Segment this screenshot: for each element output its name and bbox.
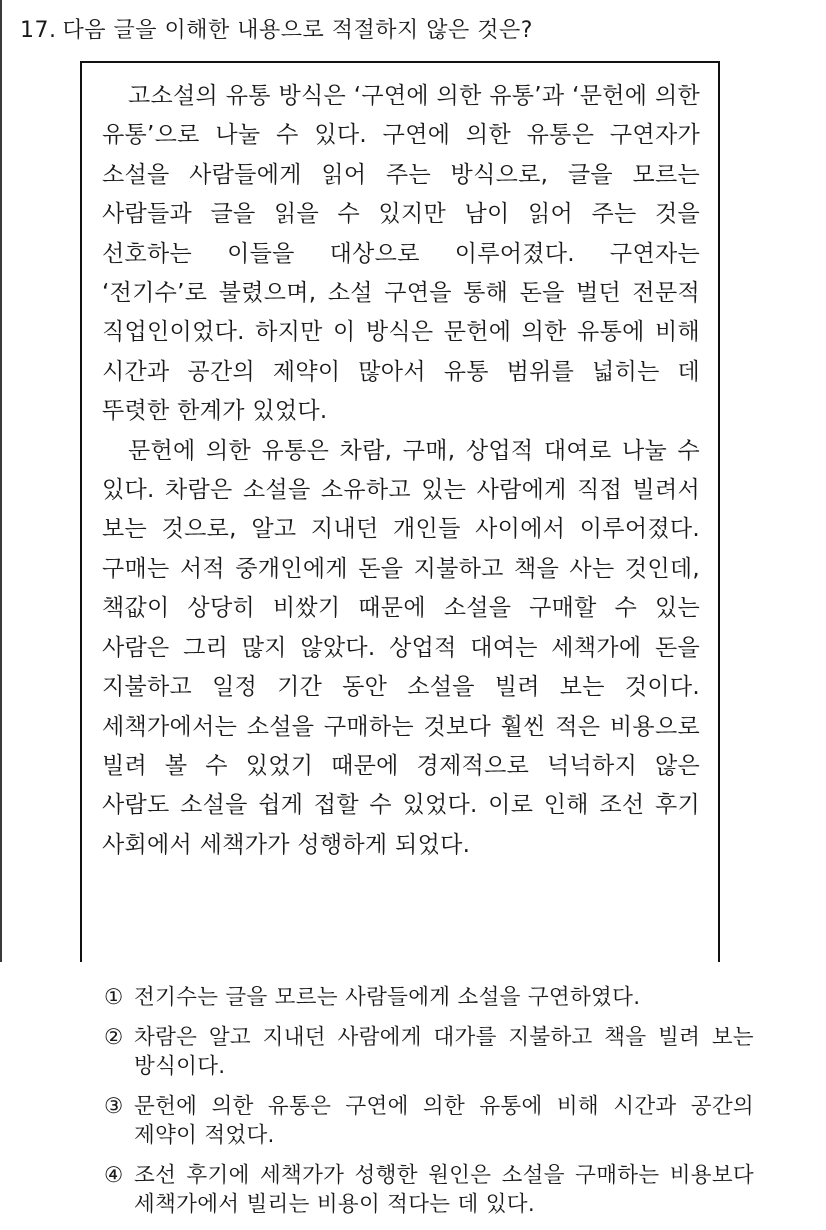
- passage-paragraph-1: 고소설의 유통 방식은 ‘구연에 의한 유통’과 ‘문헌에 의한 유통’으로 나눌 수 있다. 구연에 의한 유통은 구연자가 소설을 사람들에게 읽어 주는 방식으로, 글을 모르는 사람들과 글을 읽을 수 있지만 남이 읽어 주는 것을 선호하는 이들을 대상으로 이루어졌다. 구연자는 ‘전기수’로 불렸으며, 소설 구연을 통해 돈을 벌던 전문적 직업인이었다. 하지만 이 방식은 문헌에 의한 유통에 비해 시간과 공간의 제약이 많아서 유통 범위를 넓히는 데 뚜렷한 한계가 있었다.: [102, 83, 700, 425]
- passage-paragraph-2: 문헌에 의한 유통은 차람, 구매, 상업적 대여로 나눌 수 있다. 차람은 소설을 소유하고 있는 사람에게 직접 빌려서 보는 것으로, 알고 지내던 개인들 사이에서 이루어졌다. 구매는 서적 중개인에게 돈을 지불하고 책을 사는 것인데, 책값이 상당히 비쌌기 때문에 소설을 구매할 수 있는 사람은 그리 많지 않았다. 상업적 대여는 세책가에 돈을 지불하고 일정 기간 동안 소설을 빌려 보는 것이다. 세책가에서는 소설을 구매하는 것보다 훨씬 적은 비용으로 빌려 볼 수 있었기 때문에 경제적으로 넉넉하지 않은 사람도 소설을 쉽게 접할 수 있었다. 이로 인해 조선 후기 사회에서 세책가가 성행하게 되었다.: [102, 437, 700, 858]
- choice-2-marker: ②: [104, 1025, 124, 1050]
- choice-3-marker: ③: [104, 1094, 124, 1119]
- passage-box: [80, 61, 720, 962]
- choice-3-text: 문헌에 의한 유통은 구연에 의한 유통에 비해 시간과 공간의 제약이 적었다.: [134, 1094, 754, 1148]
- choice-1-marker: ①: [104, 985, 124, 1010]
- question-stem: [20, 14, 533, 48]
- page-column-rule: [0, 0, 2, 962]
- choice-2[interactable]: [104, 1023, 754, 1081]
- choice-4-text: 조선 후기에 세책가가 성행한 원인은 소설을 구매하는 비용보다 세책가에서 빌리는 비용이 적다는 데 있다.: [134, 1163, 754, 1217]
- question-text: 다음 글을 이해한 내용으로 적절하지 않은 것은?: [62, 18, 533, 43]
- question-number: 17.: [20, 18, 57, 43]
- choice-4-marker: ④: [104, 1163, 124, 1188]
- choice-4[interactable]: [104, 1161, 754, 1219]
- choice-1[interactable]: [104, 983, 754, 1012]
- answer-choices: [104, 983, 754, 1230]
- choice-3[interactable]: [104, 1092, 754, 1150]
- choice-1-text: 전기수는 글을 모르는 사람들에게 소설을 구연하였다.: [134, 985, 641, 1010]
- choice-2-text: 차람은 알고 지내던 사람에게 대가를 지불하고 책을 빌려 보는 방식이다.: [134, 1025, 754, 1079]
